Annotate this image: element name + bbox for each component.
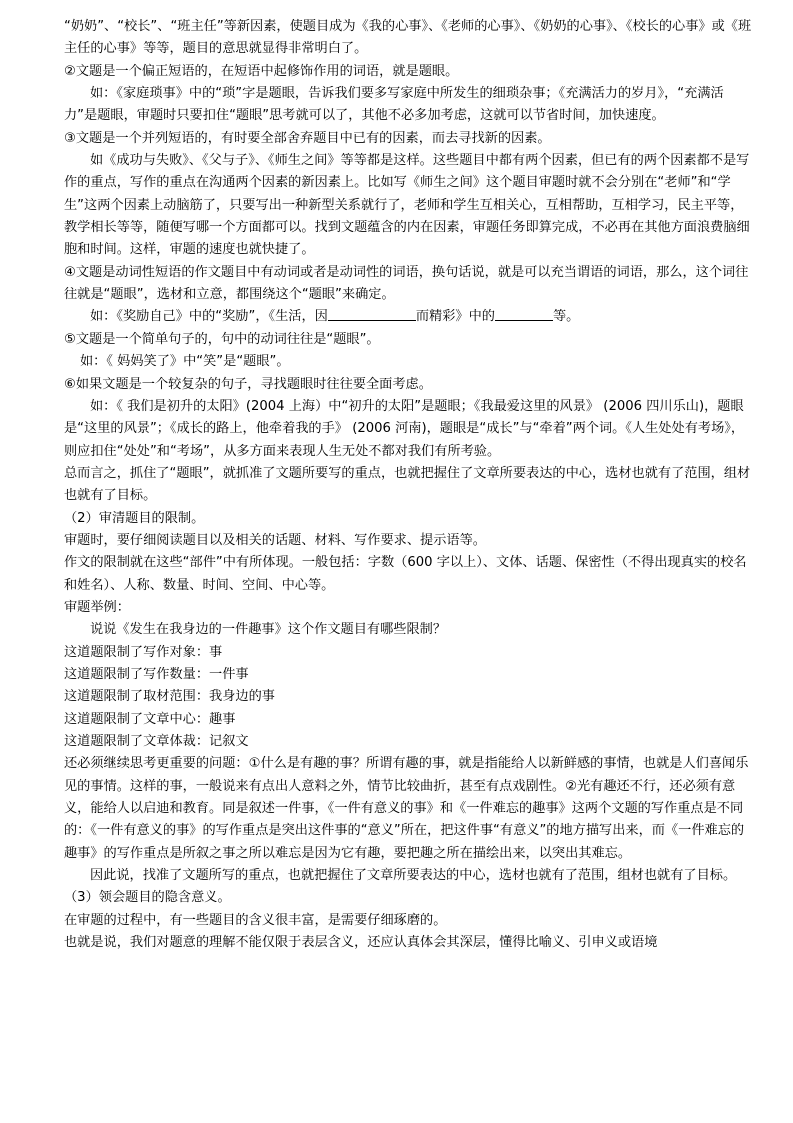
point-4-heading: ④文题是动词性短语的作文题目中有动词或者是动词性的词语，换句话说，就是可以充当谓语的词语，那么，这个词往往就是“题眼”，选材和立意，都围绕这个“题眼”来确定。 [64, 264, 749, 303]
example-question: 说说《发生在我身边的一件趣事》这个作文题目有哪些限制？ [90, 622, 447, 638]
example-text-part-3: 等。 [552, 309, 580, 325]
limit-item: 这道题限制了写作数量：一件事 [64, 666, 249, 682]
fill-in-blank [495, 306, 553, 321]
example-heading: 审题举例： [64, 599, 130, 615]
point-3-example: 如《成功与失败》、《父与子》、《师生之间》等等都是这样。这些题目中都有两个因素，但已有的两个因素都不是写作的重点，写作的重点在沟通两个因素的新因素上。比如写《师生之间》这个题目审题时就不会分别在“老师”和“学生”这两个因素上动脑筋了，只要写出一种新型关系就行了，老师和学生互相关心，互相帮助，互相学习，民主平等，教学相长等等，随便写哪一个方面都可以。找到文题蕴含的内在因素，审题任务即算完成，不必再在其他方面浪费脑细胞和时间。这样，审题的速度也就快捷了。 [64, 153, 750, 258]
section-3-intro: 在审题的过程中，有一些题目的含义很丰富，是需要仔细琢磨的。 [64, 912, 447, 928]
conclusion-paragraph: 因此说，找准了文题所写的重点，也就把握住了文章所要表达的中心，选材也就有了范围，组材也就有了目标。 [90, 868, 737, 884]
point-5-example: 如：《 妈妈笑了》中“笑”是“题眼”。 [80, 354, 290, 370]
section-2-limits: 作文的限制就在这些“部件”中有所体现。一般包括：字数（600 字以上）、文体、话题、保密性（不得出现真实的校名和姓名）、人称、数量、时间、空间、中心等。 [64, 555, 747, 593]
fill-in-blank [328, 306, 416, 321]
section-3-heading: （3）领会题目的隐含意义。 [64, 890, 231, 906]
point-5-heading: ⑤文题是一个简单句子的，句中的动词往往是“题眼”。 [64, 331, 380, 347]
limit-item: 这道题限制了文章中心：趣事 [64, 711, 236, 727]
point-4-example [64, 306, 754, 328]
limit-item: 这道题限制了取材范围：我身边的事 [64, 689, 275, 705]
point-6-example: 如：《 我们是初升的太阳》(2004 上海）中“初升的太阳”是题眼；《我最爱这里的风景》 (2006 四川乐山)，题眼是“这里的风景”；《成长的路上，他牵着我的手》 (2006 河南)，题眼是“成长”与“牵着”两个词。《人生处处有考场》，则应扣住“处处”和“考场”，从多方面来表现人生无处不都对我们有所考验。 [64, 398, 745, 459]
section-3-continued: 也就是说，我们对题意的理解不能仅限于表层含义，还应认真体会其深层，懂得比喻义、引申义或语境 [64, 935, 658, 951]
limit-item: 这道题限制了文章体裁：记叙文 [64, 734, 249, 749]
example-text-part-2: 而精彩》中的 [415, 309, 495, 325]
point-6-heading: ⑥如果文题是一个较复杂的句子，寻找题眼时往往要全面考虑。 [64, 376, 432, 392]
document-page [64, 16, 754, 954]
point-3-heading: ③文题是一个并列短语的，有时要全部舍弃题目中已有的因素，而去寻找新的因素。 [64, 130, 551, 146]
further-thinking-paragraph: 还必须继续思考更重要的问题：①什么是有趣的事？所谓有趣的事，就是指能给人以新鲜感的事情，也就是人们喜闻乐见的事情。这样的事，一般说来有点出人意料之外，情节比较曲折，甚至有点戏剧性。②光有趣还不行，还必须有意义，能给人以启迪和教育。同是叙述一件事，《一件有意义的事》和《一件难忘的趣事》这两个文题的写作重点是不同的：《一件有意义的事》的写作重点是突出这件事的“意义”所在，把这件事“有意义”的地方描写出来，而《一件难忘的趣事》的写作重点是所叙之事之所以难忘是因为它有趣，要把趣之所在描绘出来，以突出其难忘。 [64, 756, 749, 861]
section-2-heading: （2）审清题目的限制。 [64, 510, 205, 526]
summary-paragraph: 总而言之，抓住了“题眼”，就抓准了文题所要写的重点，也就把握住了文章所要表达的中心，选材也就有了范围，组材也就有了目标。 [64, 465, 751, 504]
limit-item: 这道题限制了写作对象：事 [64, 644, 223, 660]
point-2-heading: ②文题是一个偏正短语的，在短语中起修饰作用的词语，就是题眼。 [64, 63, 459, 79]
example-text-part-1: 如：《奖励自己》中的“奖励”，《生活，因 [90, 309, 328, 325]
paragraph-intro-continuation: “奶奶”、“校长”、“班主任”等新因素，使题目成为《我的心事》、《老师的心事》、《奶奶的心事》、《校长的心事》或《班主任的心事》等等，题目的意思就显得非常明白了。 [64, 19, 752, 57]
section-2-intro: 审题时，要仔细阅读题目以及相关的话题、材料、写作要求、提示语等。 [64, 532, 486, 548]
point-2-example: 如：《家庭琐事》中的“琐”字是题眼，告诉我们要多写家庭中所发生的细琐杂事；《充满活力的岁月》，“充满活力”是题眼，审题时只要扣住“题眼”思考就可以了，其他不必多加考虑，这就可以节省时间，加快速度。 [64, 86, 724, 124]
